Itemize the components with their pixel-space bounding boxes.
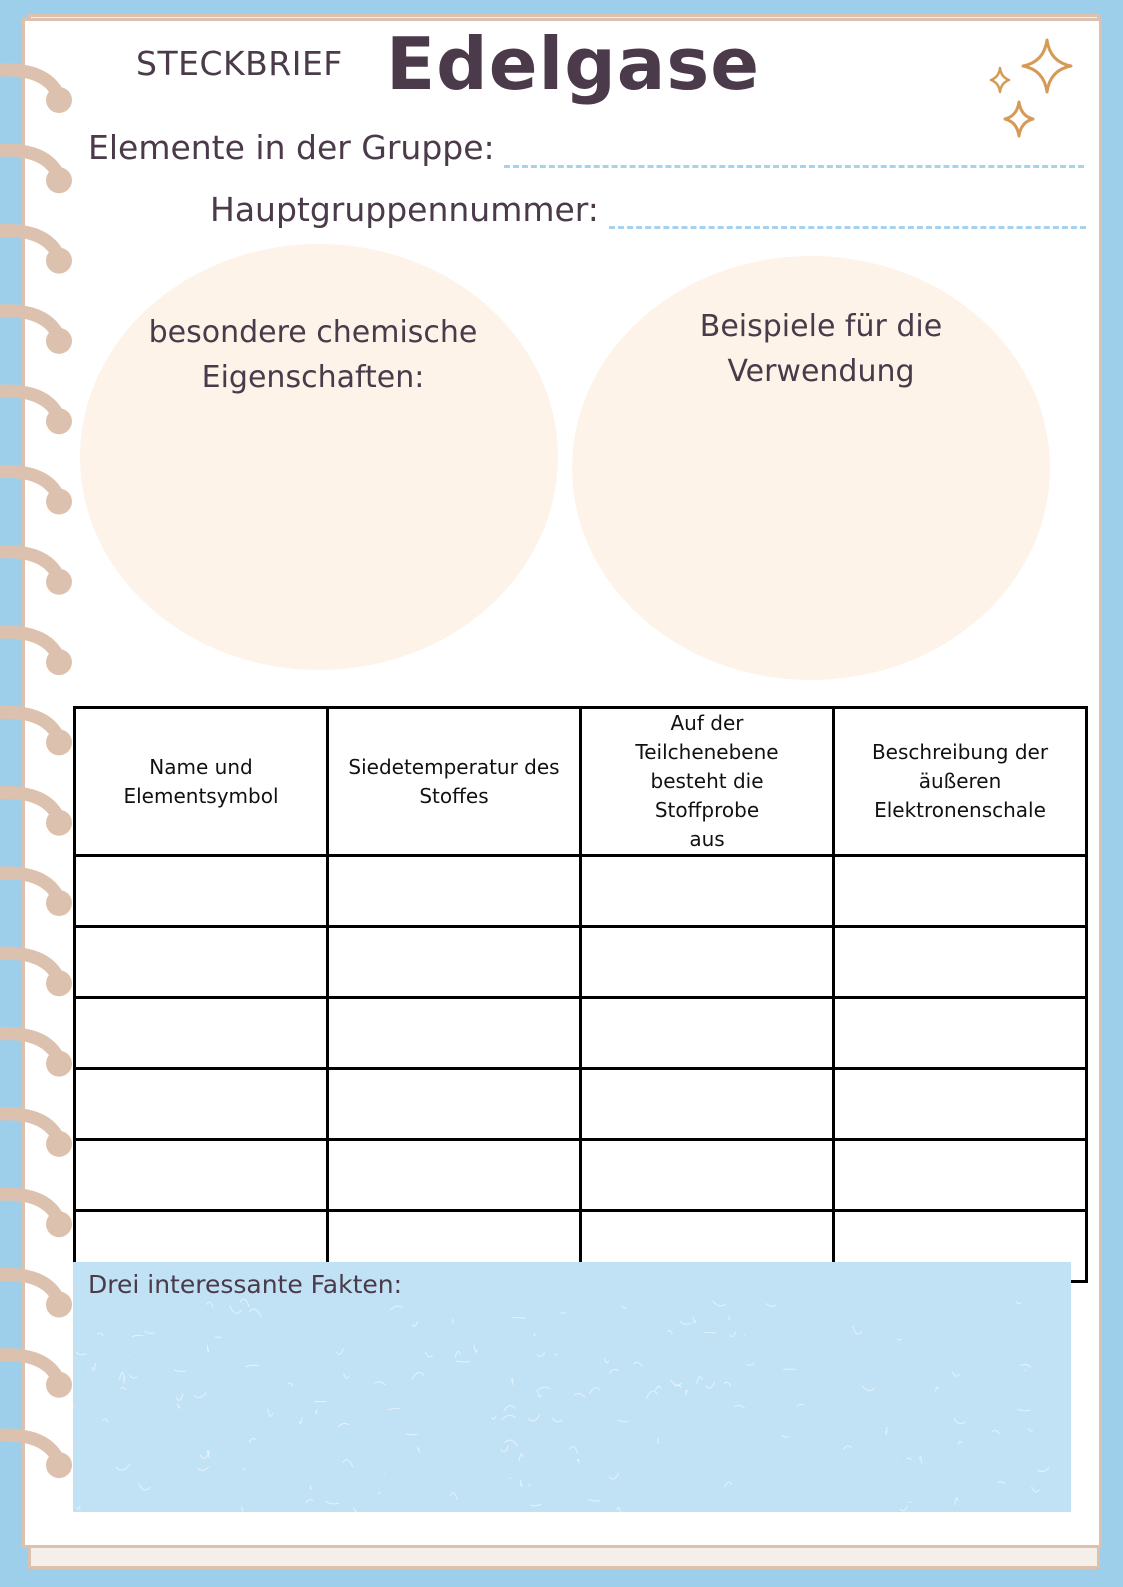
binding-hole bbox=[46, 729, 72, 755]
texture-fiber bbox=[697, 1377, 703, 1384]
texture-fiber bbox=[531, 1504, 542, 1505]
header-particle-level-line-3: aus bbox=[689, 827, 725, 851]
texture-fiber bbox=[243, 1469, 245, 1470]
table-row bbox=[75, 856, 1087, 927]
facts-label: Drei interessante Fakten: bbox=[88, 1270, 403, 1299]
table-cell[interactable] bbox=[834, 998, 1087, 1069]
texture-fiber bbox=[268, 1409, 273, 1417]
texture-fiber bbox=[958, 1441, 962, 1445]
texture-fiber bbox=[344, 1373, 349, 1379]
texture-fiber bbox=[504, 1406, 516, 1412]
header-outer-shell-line-2: äußeren bbox=[918, 769, 1002, 793]
binding-hole bbox=[46, 87, 72, 113]
table-row bbox=[75, 927, 1087, 998]
header-particle-level bbox=[581, 708, 834, 856]
texture-fiber bbox=[174, 1370, 185, 1371]
header-outer-shell-line-3: Elektronenschale bbox=[874, 798, 1046, 822]
texture-fiber bbox=[731, 1331, 736, 1336]
table-cell[interactable] bbox=[328, 927, 581, 998]
texture-fiber bbox=[116, 1464, 130, 1470]
texture-fiber bbox=[621, 1306, 626, 1308]
table-cell[interactable] bbox=[834, 1069, 1087, 1140]
texture-fiber bbox=[306, 1500, 313, 1504]
binding-hole bbox=[46, 890, 72, 916]
binding-hole bbox=[46, 569, 72, 595]
binding-hole bbox=[46, 1452, 72, 1478]
header-name-symbol bbox=[75, 708, 328, 856]
texture-fiber bbox=[686, 1390, 687, 1396]
table-cell[interactable] bbox=[834, 1140, 1087, 1211]
table-cell[interactable] bbox=[75, 1069, 328, 1140]
texture-fiber bbox=[337, 1348, 344, 1354]
texture-fiber bbox=[343, 1460, 353, 1468]
binding-hole bbox=[46, 408, 72, 434]
texture-fiber bbox=[998, 1482, 1005, 1484]
texture-fiber bbox=[249, 1309, 261, 1317]
texture-fiber bbox=[782, 1435, 788, 1437]
header-boiling-point-line-2: Stoffes bbox=[419, 783, 489, 808]
texture-fiber bbox=[746, 1363, 754, 1366]
texture-fiber bbox=[505, 1440, 518, 1446]
binding-ring bbox=[0, 311, 58, 335]
texture-fiber bbox=[886, 1427, 887, 1434]
texture-fiber bbox=[935, 1387, 938, 1392]
noble-gas-table bbox=[73, 706, 1088, 1283]
texture-fiber bbox=[766, 1303, 776, 1306]
table-cell[interactable] bbox=[834, 927, 1087, 998]
texture-fiber bbox=[230, 1306, 242, 1314]
paper-texture bbox=[73, 1262, 1071, 1512]
texture-fiber bbox=[617, 1508, 621, 1512]
texture-fiber bbox=[502, 1415, 516, 1420]
binding-ring bbox=[0, 230, 58, 254]
binding-hole bbox=[46, 1131, 72, 1157]
texture-fiber bbox=[609, 1473, 619, 1479]
texture-fiber bbox=[537, 1353, 545, 1357]
binding-hole bbox=[46, 1051, 72, 1077]
texture-fiber bbox=[724, 1482, 732, 1487]
texture-fiber bbox=[667, 1331, 672, 1334]
texture-fiber bbox=[853, 1326, 862, 1334]
texture-fiber bbox=[574, 1394, 585, 1398]
texture-fiber bbox=[724, 1382, 731, 1387]
texture-fiber bbox=[97, 1333, 103, 1336]
texture-fiber bbox=[897, 1339, 901, 1340]
chemical-properties-label bbox=[100, 310, 526, 400]
binding-ring bbox=[0, 712, 58, 736]
texture-fiber bbox=[519, 1454, 524, 1461]
texture-fiber bbox=[474, 1345, 477, 1353]
texture-fiber bbox=[102, 1419, 108, 1422]
binding-ring bbox=[0, 873, 58, 897]
binding-ring bbox=[0, 552, 58, 576]
binding-ring bbox=[0, 150, 58, 174]
binding-hole bbox=[46, 970, 72, 996]
binding-hole bbox=[46, 1372, 72, 1398]
texture-fiber bbox=[452, 1319, 453, 1323]
table-cell[interactable] bbox=[581, 1069, 834, 1140]
texture-fiber bbox=[655, 1386, 661, 1391]
texture-fiber bbox=[920, 1457, 922, 1464]
texture-fiber bbox=[796, 1404, 804, 1406]
binding-ring bbox=[0, 1033, 58, 1057]
texture-fiber bbox=[412, 1372, 424, 1379]
binding-hole bbox=[46, 1211, 72, 1237]
header-particle-level-line-1: Auf der Teilchenebene bbox=[635, 711, 779, 764]
texture-fiber bbox=[288, 1383, 293, 1387]
group-number-input-line[interactable] bbox=[609, 226, 1086, 229]
texture-fiber bbox=[520, 1480, 522, 1487]
texture-fiber bbox=[418, 1448, 420, 1453]
texture-fiber bbox=[633, 1362, 642, 1366]
steckbrief-label: STECKBRIEF bbox=[136, 44, 343, 83]
texture-fiber bbox=[299, 1417, 302, 1423]
table-cell[interactable] bbox=[834, 856, 1087, 927]
chemical-properties-label-line-1: besondere chemische bbox=[148, 315, 478, 350]
texture-fiber bbox=[455, 1351, 460, 1358]
texture-fiber bbox=[310, 1485, 311, 1489]
texture-fiber bbox=[77, 1505, 80, 1509]
texture-fiber bbox=[1016, 1301, 1021, 1304]
table-header-row bbox=[75, 708, 1087, 856]
texture-fiber bbox=[705, 1382, 715, 1389]
texture-fiber bbox=[589, 1388, 600, 1394]
table-cell[interactable] bbox=[581, 856, 834, 927]
elements-label: Elemente in der Gruppe: bbox=[88, 128, 495, 167]
texture-fiber bbox=[954, 1418, 966, 1423]
binding-ring bbox=[0, 1435, 58, 1459]
usage-examples-label-line-1: Beispiele für die bbox=[699, 309, 943, 344]
texture-fiber bbox=[242, 1507, 244, 1511]
table-cell[interactable] bbox=[75, 998, 328, 1069]
texture-fiber bbox=[374, 1382, 385, 1385]
texture-fiber bbox=[510, 1478, 511, 1479]
binding-ring bbox=[0, 1194, 58, 1218]
binding-ring bbox=[0, 1355, 58, 1379]
binding-ring bbox=[0, 953, 58, 977]
header-boiling-point-line-1: Siedetemperatur des bbox=[348, 754, 560, 779]
binding-hole bbox=[46, 328, 72, 354]
texture-fiber bbox=[194, 1392, 207, 1397]
texture-fiber bbox=[76, 1352, 87, 1355]
texture-fiber bbox=[120, 1372, 124, 1380]
texture-fiber bbox=[609, 1369, 619, 1373]
texture-fiber bbox=[589, 1499, 600, 1501]
texture-fiber bbox=[176, 1393, 183, 1400]
binding-ring bbox=[0, 1274, 58, 1298]
table-cell[interactable] bbox=[328, 856, 581, 927]
texture-fiber bbox=[734, 1405, 745, 1408]
texture-fiber bbox=[512, 1378, 513, 1385]
texture-fiber bbox=[178, 1404, 180, 1408]
table-cell[interactable] bbox=[328, 1069, 581, 1140]
texture-fiber bbox=[693, 1317, 696, 1323]
table-cell[interactable] bbox=[581, 1140, 834, 1211]
table-cell[interactable] bbox=[328, 1140, 581, 1211]
texture-fiber bbox=[456, 1361, 470, 1362]
texture-fiber bbox=[138, 1483, 150, 1490]
header-name-symbol-line-2: Elementsymbol bbox=[123, 783, 279, 808]
texture-fiber bbox=[646, 1391, 657, 1399]
facts-box[interactable] bbox=[73, 1262, 1071, 1512]
texture-fiber bbox=[92, 1363, 95, 1370]
header-boiling-point bbox=[328, 708, 581, 856]
texture-fiber bbox=[991, 1431, 999, 1434]
chemical-properties-label-line-2: Eigenschaften: bbox=[201, 360, 425, 395]
texture-fiber bbox=[412, 1321, 417, 1326]
texture-fiber bbox=[132, 1335, 143, 1336]
header-particle-level-line-2: besteht die Stoffprobe bbox=[650, 769, 764, 822]
binding-hole bbox=[46, 1292, 72, 1318]
table-cell[interactable] bbox=[328, 998, 581, 1069]
texture-fiber bbox=[843, 1446, 851, 1450]
texture-fiber bbox=[145, 1331, 155, 1334]
texture-fiber bbox=[713, 1301, 726, 1306]
texture-fiber bbox=[1020, 1365, 1031, 1368]
texture-fiber bbox=[124, 1376, 125, 1384]
page-title: Edelgase bbox=[386, 22, 761, 106]
binding-ring bbox=[0, 391, 58, 415]
texture-fiber bbox=[552, 1417, 563, 1421]
table-cell[interactable] bbox=[75, 856, 328, 927]
sparkle-icon bbox=[985, 36, 1075, 146]
texture-fiber bbox=[315, 1409, 317, 1414]
texture-fiber bbox=[512, 1317, 525, 1318]
texture-fiber bbox=[952, 1372, 959, 1376]
texture-fiber bbox=[198, 1466, 209, 1470]
binding-hole bbox=[46, 810, 72, 836]
texture-fiber bbox=[249, 1438, 256, 1442]
texture-fiber bbox=[491, 1416, 496, 1420]
texture-fiber bbox=[528, 1485, 530, 1486]
texture-fiber bbox=[206, 1302, 213, 1308]
texture-fiber bbox=[353, 1507, 367, 1512]
texture-fiber bbox=[528, 1415, 539, 1421]
texture-fiber bbox=[955, 1498, 958, 1505]
binding-ring bbox=[0, 70, 58, 94]
texture-fiber bbox=[121, 1388, 126, 1390]
table-row bbox=[75, 1140, 1087, 1211]
texture-fiber bbox=[246, 1365, 259, 1367]
texture-fiber bbox=[1037, 1467, 1049, 1471]
texture-fiber bbox=[1028, 1428, 1033, 1431]
table-cell[interactable] bbox=[581, 998, 834, 1069]
texture-fiber bbox=[129, 1375, 137, 1378]
texture-fiber bbox=[670, 1379, 682, 1385]
binding-ring bbox=[0, 1114, 58, 1138]
texture-fiber bbox=[391, 1306, 403, 1310]
texture-fiber bbox=[406, 1434, 417, 1435]
table-row bbox=[75, 1069, 1087, 1140]
texture-fiber bbox=[1032, 1487, 1040, 1492]
texture-fiber bbox=[207, 1345, 208, 1352]
table-cell[interactable] bbox=[75, 927, 328, 998]
usage-examples-label-line-2: Verwendung bbox=[727, 354, 915, 389]
texture-fiber bbox=[425, 1352, 432, 1357]
texture-fiber bbox=[1018, 1409, 1031, 1411]
header-name-symbol-line-1: Name und bbox=[149, 754, 253, 779]
group-number-label: Hauptgruppennummer: bbox=[210, 190, 599, 229]
binding-hole bbox=[46, 489, 72, 515]
elements-input-line[interactable] bbox=[504, 165, 1084, 168]
binding-hole bbox=[46, 248, 72, 274]
binding-ring bbox=[0, 632, 58, 656]
texture-fiber bbox=[862, 1386, 874, 1391]
texture-fiber bbox=[900, 1506, 907, 1511]
texture-fiber bbox=[450, 1493, 457, 1500]
texture-fiber bbox=[536, 1387, 550, 1391]
texture-fiber bbox=[240, 1299, 250, 1307]
texture-fiber bbox=[907, 1458, 912, 1460]
header-outer-shell-line-1: Beschreibung der bbox=[871, 740, 1049, 764]
texture-fiber bbox=[325, 1502, 339, 1504]
texture-fiber bbox=[570, 1447, 578, 1454]
texture-fiber bbox=[604, 1358, 608, 1362]
texture-fiber bbox=[577, 1459, 579, 1463]
texture-fiber bbox=[618, 1420, 629, 1422]
binding-hole bbox=[46, 649, 72, 675]
binding-ring bbox=[0, 793, 58, 817]
texture-fiber bbox=[538, 1391, 541, 1397]
texture-fiber bbox=[388, 1408, 400, 1410]
binding-hole bbox=[46, 167, 72, 193]
header-outer-shell bbox=[834, 708, 1087, 856]
texture-fiber bbox=[680, 1321, 692, 1324]
table-cell[interactable] bbox=[581, 927, 834, 998]
texture-fiber bbox=[378, 1492, 381, 1494]
binding-ring bbox=[0, 471, 58, 495]
texture-fiber bbox=[501, 1445, 508, 1452]
usage-examples-label bbox=[608, 304, 1034, 394]
texture-fiber bbox=[338, 1423, 348, 1426]
table-cell[interactable] bbox=[75, 1140, 328, 1211]
table-row bbox=[75, 998, 1087, 1069]
chemical-properties-bubble[interactable] bbox=[80, 244, 558, 670]
texture-fiber bbox=[704, 1333, 715, 1334]
